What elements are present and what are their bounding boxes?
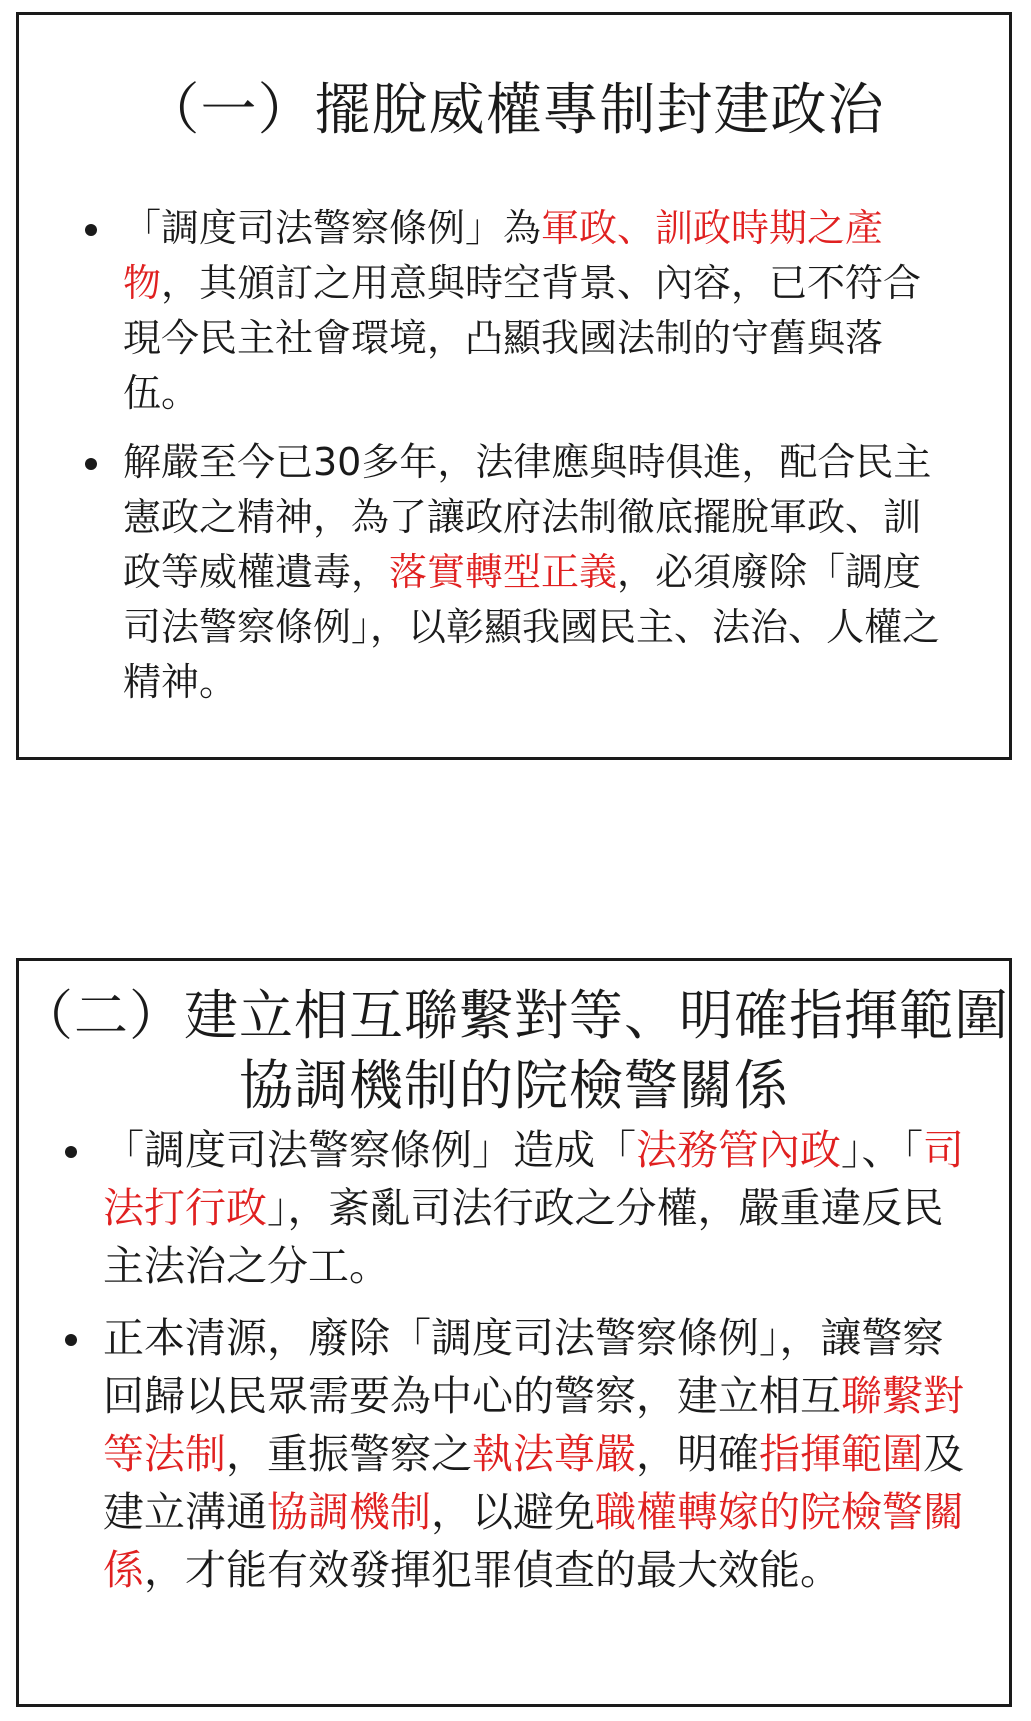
bullet-highlight-run: 法務管內政: [636, 1126, 841, 1174]
bullet-text: [123, 435, 943, 710]
bullet-text-run: 」，紊亂司法行政之分權，嚴重違反民主法治之分工。: [103, 1184, 944, 1290]
bullet-item: [57, 1309, 997, 1599]
slide-1: [16, 12, 1012, 760]
bullet-text: [123, 201, 943, 421]
bullet-highlight-run: 聯繫對等法制: [103, 1372, 964, 1478]
bullet-highlight-run: 司法打行政: [103, 1126, 964, 1232]
slide-2-title: （二）建立相互聯繫對等、明確指揮範圍協調機制的院檢警關係: [19, 984, 1009, 1117]
bullet-text-run: ，才能有效發揮犯罪偵查的最大效能。: [144, 1546, 841, 1594]
bullet-text: [103, 1309, 983, 1599]
bullet-text-run: ，重振警察之: [226, 1430, 472, 1478]
slide-2-bullet-list: [57, 1121, 997, 1613]
bullet-text-run: ，必須廢除「調度司法警察條例」，以彰顯我國民主、法治、人權之精神。: [123, 550, 941, 704]
bullet-text: [103, 1121, 983, 1295]
bullet-highlight-run: 職權轉嫁的院檢警關係: [103, 1488, 964, 1594]
bullet-dot-icon: [65, 1334, 77, 1346]
slide-1-title: （一）擺脫威權專制封建政治: [143, 78, 885, 143]
bullet-dot-icon: [85, 224, 97, 236]
bullet-text-run: ，其頒訂之用意與時空背景、內容，已不符合現今民主社會環境，凸顯我國法制的守舊與落伍。: [123, 261, 922, 415]
bullet-item: [57, 1121, 997, 1295]
bullet-dot-icon: [85, 458, 97, 470]
bullet-highlight-run: 執法尊嚴: [472, 1430, 636, 1478]
bullet-highlight-run: 協調機制: [267, 1488, 431, 1536]
bullet-highlight-run: 軍政、訓政時期之產物: [123, 206, 884, 305]
bullet-item: [77, 201, 977, 421]
bullet-text-run: 」、「: [841, 1126, 923, 1174]
bullet-highlight-run: 落實轉型正義: [389, 550, 618, 594]
slide-1-bullet-list: [77, 201, 977, 724]
bullet-highlight-run: 指揮範圍: [759, 1430, 923, 1478]
bullet-text-run: 及建立溝通: [103, 1430, 964, 1536]
bullet-text-run: 解嚴至今已30多年，法律應與時俱進，配合民主憲政之精神，為了讓政府法制徹底擺脫軍政、訓政等威權遺毒，: [123, 440, 932, 594]
bullet-dot-icon: [65, 1146, 77, 1158]
bullet-text-run: 「調度司法警察條例」造成「: [103, 1126, 636, 1174]
bullet-text-run: 「調度司法警察條例」為: [123, 206, 542, 250]
bullet-text-run: ，明確: [636, 1430, 759, 1478]
bullet-text-run: ，以避免: [431, 1488, 595, 1536]
slide-2: [16, 958, 1012, 1707]
bullet-item: [77, 435, 977, 710]
bullet-text-run: 正本清源，廢除「調度司法警察條例」，讓警察回歸以民眾需要為中心的警察，建立相互: [103, 1314, 944, 1420]
